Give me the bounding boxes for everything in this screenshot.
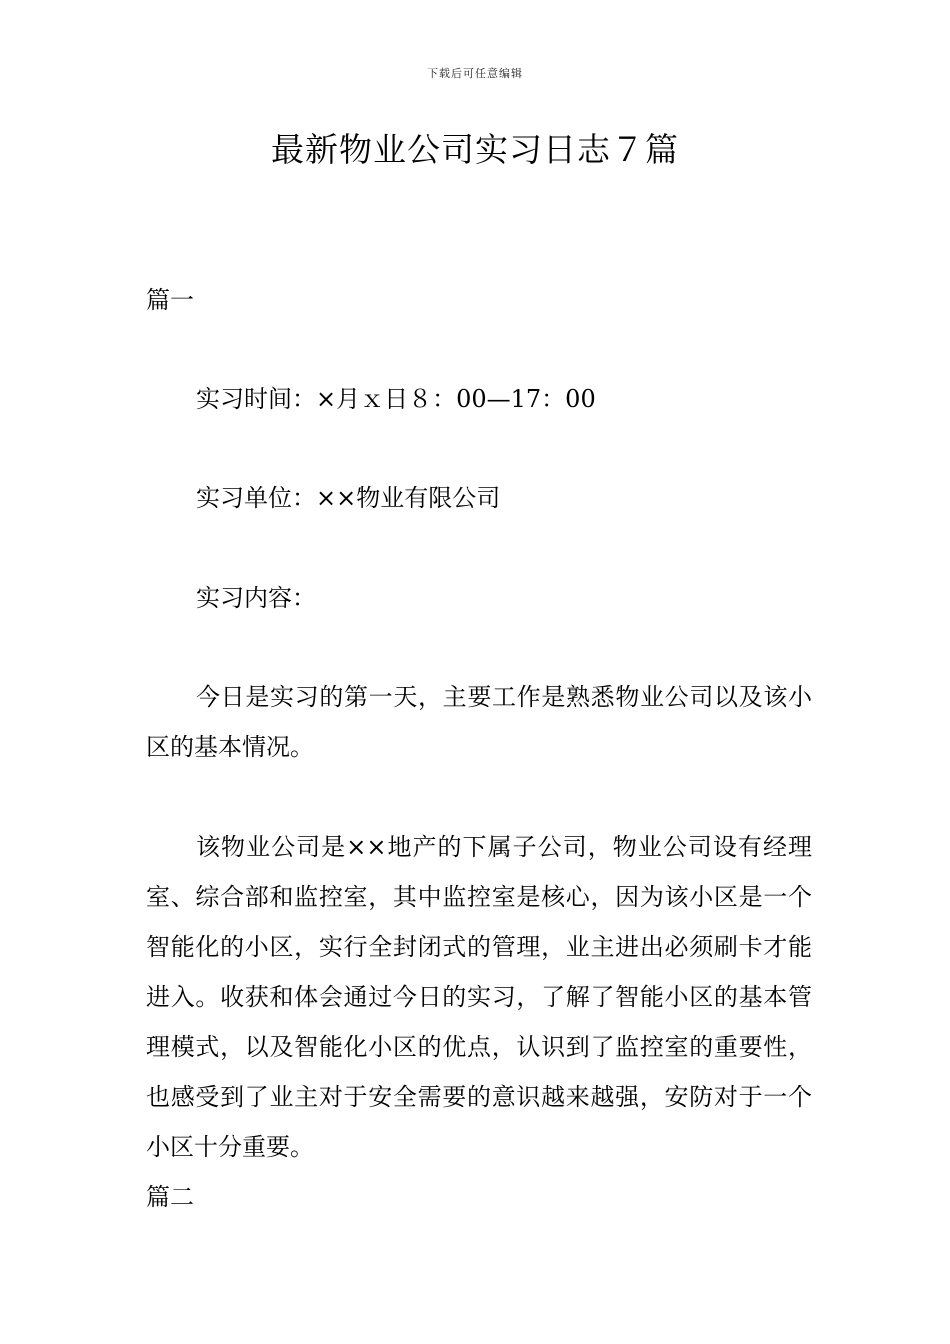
internship-content-label: 实习内容： [196, 584, 316, 612]
internship-time: 实习时间：×月ｘ日８：00—17：00 [196, 385, 596, 413]
document-title: 最新物业公司实习日志７篇 [271, 130, 679, 169]
header-note: 下载后可任意编辑 [427, 67, 523, 80]
internship-unit: 实习单位：××物业有限公司 [196, 484, 501, 512]
section-heading-2: 篇二 [146, 1183, 194, 1211]
paragraph-company-overview: 该物业公司是××地产的下属子公司，物业公司设有经理室、综合部和监控室，其中监控室是核心，因为该小区是一个智能化的小区，实行全封闭式的管理，业主进出必须刷卡才能进入。收获和体会通过今日的实习，了解了智能小区的基本管理模式，以及智能化小区的优点，认识到了监控室的重要性，也感受到了业主对于安全需要的意识越来越强，安防对于一个小区十分重要。 [146, 833, 812, 1161]
paragraph-first-day: 今日是实习的第一天，主要工作是熟悉物业公司以及该小区的基本情况。 [146, 683, 812, 761]
section-heading-1: 篇一 [146, 286, 194, 314]
